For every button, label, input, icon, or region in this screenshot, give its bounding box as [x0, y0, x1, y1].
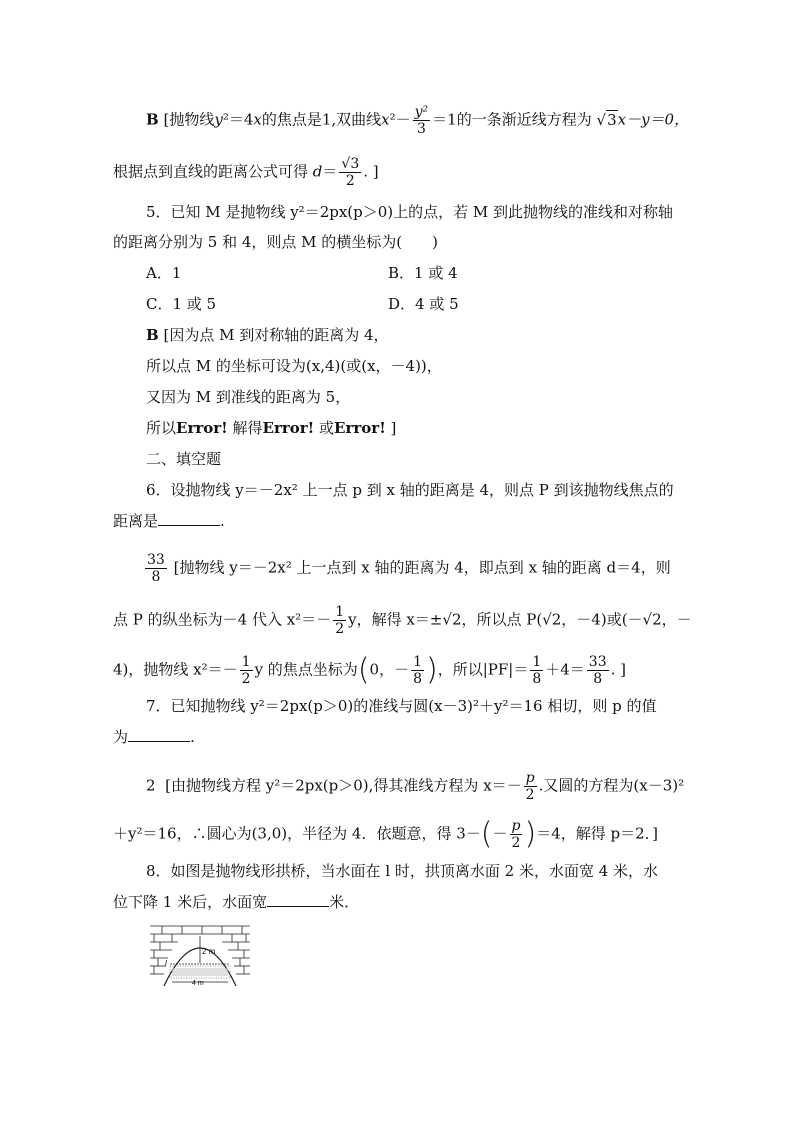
text: y [214, 110, 223, 129]
numerator: p [511, 818, 521, 834]
denominator: 8 [593, 671, 603, 687]
fig-label-width: 4 m [192, 980, 204, 986]
q7-answer-1 [146, 770, 684, 803]
text: . ] [363, 162, 379, 181]
q8-stem-2 [113, 892, 359, 912]
text: 所以 [146, 419, 177, 437]
q6-answer-3 [113, 654, 626, 687]
q4-answer-line2 [113, 156, 379, 189]
error-text: Error! [334, 419, 386, 437]
text: 位下降 1 米后，水面宽 [113, 893, 268, 911]
text: 米． [329, 893, 360, 911]
q5-option-b: B．1 或 4 [388, 264, 458, 282]
text: ＝1的一条渐近线方程为 [432, 110, 592, 129]
q5-answer-1 [146, 325, 389, 345]
fraction [524, 770, 537, 803]
text: 距离是 [113, 512, 159, 530]
sqrt-3: √ 3 [597, 110, 618, 130]
q8-stem-1: 8．如图是抛物线形拱桥，当水面在 l 时，拱顶离水面 2 米，水面宽 4 米，水 [146, 862, 659, 880]
numerator: 1 [532, 654, 542, 670]
q5-stem-2: 的距离分别为 5 和 4，则点 M 的横坐标为( ) [113, 233, 438, 251]
q5-option-a: A．1 [146, 264, 182, 282]
fig-label-l: l [165, 959, 167, 968]
text: [因为点 M 到对称轴的距离为 4， [163, 326, 389, 344]
numerator: 33 [147, 552, 165, 568]
numerator: 1 [241, 654, 251, 670]
q6-stem-2 [113, 511, 225, 531]
q7-answer-2 [113, 818, 658, 851]
q5-option-d: D．4 或 5 [388, 295, 459, 313]
q5-stem-1: 5．已知 M 是抛物线 y²＝2px(p＞0)上的点，若 M 到此抛物线的准线和对称轴 [146, 203, 674, 221]
fraction [339, 156, 361, 189]
denominator: 2 [525, 787, 535, 803]
text: . [220, 512, 225, 530]
text: x [253, 110, 262, 129]
text: 4)，抛物线 x²＝－ [113, 660, 238, 679]
fraction [413, 104, 431, 137]
numerator: 1 [335, 604, 345, 620]
q7-stem-1: 7．已知抛物线 y²＝2px(p＞0)的准线与圆(x－3)²＋y²＝16 相切，则 p 的值 [146, 697, 657, 715]
text: 0，－ [369, 660, 410, 679]
text: 为 [113, 728, 129, 746]
fig-label-height: 2 m [202, 947, 216, 956]
fraction [587, 654, 609, 687]
answer-fraction [145, 552, 167, 585]
denominator: 2 [345, 173, 355, 189]
q6-answer-1 [143, 552, 671, 585]
text: y 的焦点坐标为 [254, 660, 358, 679]
text: ²＝4 [222, 110, 254, 129]
answer-letter: B [146, 326, 159, 344]
text: [由抛物线方程 y²＝2px(p＞0),得其准线方程为 x＝－ [165, 776, 522, 795]
text: ＋y²＝16，∴圆心为(3,0)，半径为 4．依题意，得 3－ [113, 824, 481, 843]
text: ＝4，解得 p＝2．] [536, 824, 658, 843]
text: 根据点到直线的距离公式可得 [113, 162, 309, 181]
fraction [333, 604, 346, 637]
fill-blank [128, 727, 190, 742]
denominator: 2 [511, 835, 521, 851]
error-text: Error! [176, 419, 228, 437]
denominator: 8 [413, 671, 422, 687]
q5-answer-2: 所以点 M 的坐标可设为(x,4)(或(x，－4))， [146, 357, 442, 375]
q6-answer-2 [113, 604, 692, 637]
numerator: √3 [341, 156, 360, 172]
text: 或 [314, 419, 335, 437]
fraction [240, 654, 253, 687]
q5-answer-4 [146, 418, 396, 438]
section-heading: 二、填空题 [146, 450, 222, 468]
denominator: 3 [416, 121, 426, 137]
paren-right: ) [524, 816, 537, 852]
numerator: p [525, 770, 535, 786]
text: [抛物线 [163, 110, 215, 129]
text: 点 P 的纵坐标为－4 代入 x²＝－ [113, 610, 332, 629]
denominator: 8 [151, 569, 161, 585]
q6-stem-1: 6．设抛物线 y＝－2x² 上一点 p 到 x 轴的距离是 4，则点 P 到该抛物线焦点的 [146, 481, 674, 499]
paren-left: ( [357, 652, 370, 688]
text: . ] [610, 660, 627, 679]
text: ＝ [322, 162, 338, 181]
fill-blank [267, 892, 329, 907]
text: [抛物线 y＝－2x² 上一点到 x 轴的距离为 4，即点到 x 轴的距离 d＝4，则 [173, 558, 671, 577]
q4-answer-line1 [146, 104, 689, 137]
text: ²－ [389, 110, 411, 129]
text: y，解得 x＝±√2，所以点 P(√2，－4)或(－√2，－ [348, 610, 692, 629]
text: .又圆的方程为(x－3)² [538, 776, 685, 795]
fraction [510, 818, 523, 851]
denominator: 2 [335, 621, 345, 637]
q5-option-c: C．1 或 5 [146, 295, 217, 313]
text: 解得 [227, 419, 263, 437]
text: d [312, 162, 323, 181]
denominator: 8 [532, 671, 542, 687]
text: ] [385, 419, 397, 437]
text: － [492, 824, 508, 843]
fill-blank [158, 511, 220, 526]
text: x－y＝0， [617, 110, 690, 129]
q7-stem-2 [113, 727, 195, 747]
text: 的焦点是1,双曲线 [261, 110, 382, 129]
denominator: 2 [241, 671, 251, 687]
text: ，所以|PF|＝ [437, 660, 529, 679]
fraction [530, 654, 543, 687]
text: ＋4＝ [545, 660, 585, 679]
paren-right: ) [426, 652, 438, 688]
q5-answer-3: 又因为 M 到准线的距离为 5， [146, 388, 351, 406]
answer: 2 [146, 776, 156, 795]
numerator: 1 [413, 654, 422, 670]
answer-letter: B [146, 110, 159, 129]
numerator: 33 [588, 654, 607, 670]
text: x [381, 110, 390, 129]
paren-left: ( [480, 816, 493, 852]
fraction [411, 654, 424, 687]
arch-bridge-figure [148, 924, 252, 986]
error-text: Error! [262, 419, 315, 437]
text: . [190, 728, 195, 746]
numerator: y² [414, 104, 429, 120]
